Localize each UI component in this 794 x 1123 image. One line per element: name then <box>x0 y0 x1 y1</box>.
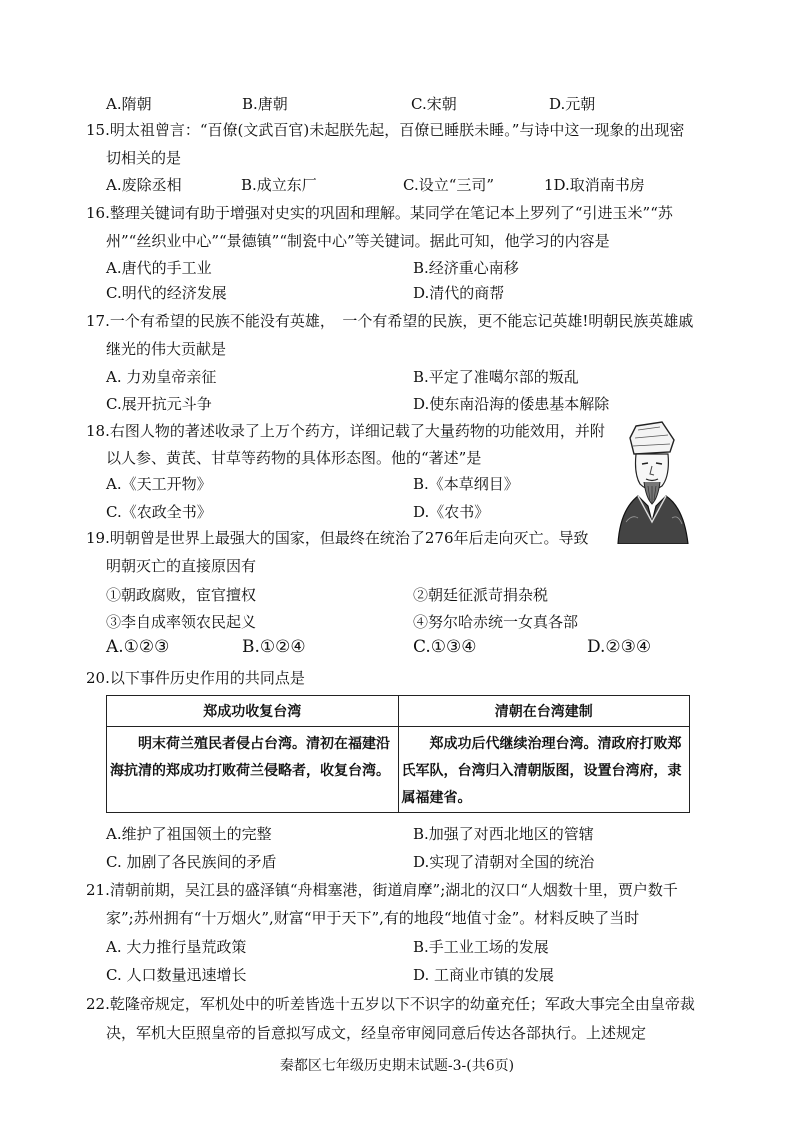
q14-option-d: D.元朝 <box>549 95 596 113</box>
q18-stem-line2: 以人参、黄芪、甘草等药物的具体形态图。他的“著述”是 <box>106 449 482 467</box>
q18-stem-line1: 18.右图人物的著述收录了上万个药方，详细记载了大量药物的功能效用，并附 <box>86 422 605 440</box>
q21-option-c: C. 人口数量迅速增长 <box>106 966 247 984</box>
q17-option-d: D.使东南沿海的倭患基本解除 <box>413 395 610 413</box>
q19-item-4: ④努尔哈赤统一女真各部 <box>413 613 579 631</box>
q16-stem-line1: 16.整理关键词有助于增强对史实的巩固和理解。某同学在笔记本上罗列了“引进玉米”“苏 <box>86 204 673 222</box>
q22-stem-line2: 决，军机大臣照皇帝的旨意拟写成文，经皇帝审阅同意后传达各部执行。上述规定 <box>106 1024 647 1042</box>
q15-stem-line1: 15.明太祖曾言：“百僚(文武百官)未起朕先起，百僚已睡朕未睡。”与诗中这一现象的出现密 <box>86 121 685 139</box>
q15-option-d: 1D.取消南书房 <box>544 176 645 194</box>
table-header-zheng-chenggong: 郑成功收复台湾 <box>107 696 399 727</box>
q19-stem-line1: 19.明朝曾是世界上最强大的国家，但最终在统治了276年后走向灭亡。导致 <box>86 529 589 547</box>
q20-option-a: A.维护了祖国领土的完整 <box>106 825 272 843</box>
q19-option-a: A.①②③ <box>106 637 170 657</box>
q19-option-b: B.①②④ <box>242 637 306 657</box>
q18-option-c: C.《农政全书》 <box>106 503 212 521</box>
q22-stem-line1: 22.乾隆帝规定，军机处中的听差皆选十五岁以下不识字的幼童充任；军政大事完全由皇帝裁 <box>86 995 695 1013</box>
table-cell-qing-taiwan: 郑成功后代继续治理台湾。清政府打败郑氏军队，台湾归入清朝版图，设置台湾府，隶属福建省。 <box>398 727 690 813</box>
q19-item-3: ③李自成率领农民起义 <box>106 613 257 631</box>
q14-option-c: C.宋朝 <box>411 95 457 113</box>
q21-option-a: A. 大力推行垦荒政策 <box>106 938 247 956</box>
q17-option-c: C.展开抗元斗争 <box>106 395 212 413</box>
q21-option-b: B.手工业工场的发展 <box>413 938 549 956</box>
q21-option-d: D. 工商业市镇的发展 <box>413 966 555 984</box>
q17-option-b: B.平定了准噶尔部的叛乱 <box>413 368 579 386</box>
q18-option-d: D.《农书》 <box>413 503 490 521</box>
q15-option-a: A.废除丞相 <box>106 176 182 194</box>
q14-option-b: B.唐朝 <box>242 95 288 113</box>
page-footer: 秦都区七年级历史期末试题-3-(共6页) <box>279 1058 515 1074</box>
q16-option-d: D.清代的商帮 <box>413 284 505 302</box>
q15-stem-line2: 切相关的是 <box>106 149 182 167</box>
q16-option-a: A.唐代的手工业 <box>106 259 212 277</box>
q20-stem: 20.以下事件历史作用的共同点是 <box>86 669 305 687</box>
q16-option-b: B.经济重心南移 <box>413 259 519 277</box>
q19-item-2: ②朝廷征派苛捐杂税 <box>413 586 549 604</box>
table-header-qing-taiwan: 清朝在台湾建制 <box>398 696 690 727</box>
q17-stem-line2: 继光的伟大贡献是 <box>106 340 227 358</box>
q16-stem-line2: 州”“丝织业中心”“景德镇”“制瓷中心”等关键词。据此可知，他学习的内容是 <box>106 232 610 250</box>
q15-option-b: B.成立东厂 <box>241 176 317 194</box>
q19-option-c: C.①③④ <box>413 637 477 657</box>
q19-option-d: D.②③④ <box>587 637 652 657</box>
q20-comparison-table <box>106 695 690 813</box>
q16-option-c: C.明代的经济发展 <box>106 284 227 302</box>
q17-stem-line1: 17.一个有希望的民族不能没有英雄， 一个有希望的民族，更不能忘记英雄!明朝民族英雄戚 <box>86 312 694 330</box>
q20-option-b: B.加强了对西北地区的管辖 <box>413 825 594 843</box>
q20-option-c: C. 加剧了各民族间的矛盾 <box>106 853 277 871</box>
q15-option-c: C.设立“三司” <box>403 176 495 194</box>
historical-figure-portrait <box>608 418 694 544</box>
q19-stem-line2: 明朝灭亡的直接原因有 <box>106 557 257 575</box>
q18-option-b: B.《本草纲目》 <box>413 475 519 493</box>
q21-stem-line2: 家”;苏州拥有“十万烟火”,财富“甲于天下”,有的地段“地值寸金”。材料反映了当时 <box>106 909 640 927</box>
q14-option-a: A.隋朝 <box>106 95 152 113</box>
q17-option-a: A. 力劝皇帝亲征 <box>106 368 217 386</box>
q20-option-d: D.实现了清朝对全国的统治 <box>413 853 595 871</box>
q19-item-1: ①朝政腐败，宦官擅权 <box>106 586 257 604</box>
q21-stem-line1: 21.清朝前期，吴江县的盛泽镇“舟楫塞港，街道肩摩”;湖北的汉口“人烟数十里，贾户数千 <box>86 881 678 899</box>
table-cell-zheng-chenggong: 明末荷兰殖民者侵占台湾。清初在福建沿海抗清的郑成功打败荷兰侵略者，收复台湾。 <box>107 727 399 813</box>
q18-option-a: A.《天工开物》 <box>106 475 212 493</box>
